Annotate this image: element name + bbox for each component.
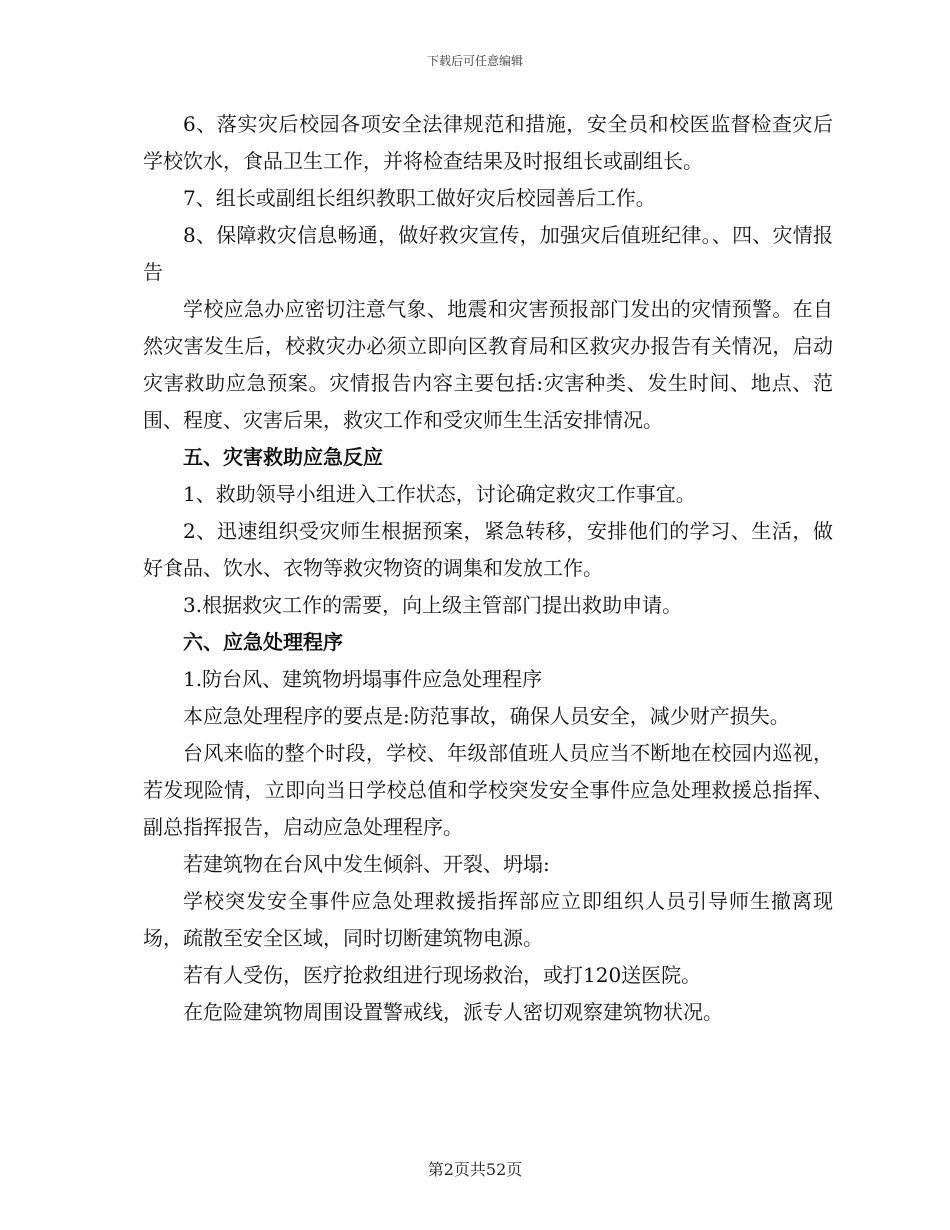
section-heading-5: 五、灾害救助应急反应 (183, 445, 383, 469)
paragraph-typhoon-patrol: 台风来临的整个时段，学校、年级部值班人员应当不断地在校园内巡视，若发现险情，立即向当日学校总值和学校突发安全事件应急处理救援总指挥、副总指挥报告，启动应急处理程序。 (143, 741, 833, 839)
paragraph-procedure-1: 1.防台风、建筑物坍塌事件应急处理程序 (183, 667, 543, 691)
paragraph-key-points: 本应急处理程序的要点是:防范事故，确保人员安全，减少财产损失。 (183, 704, 790, 728)
paragraph-7: 7、组长或副组长组织教职工做好灾后校园善后工作。 (183, 186, 656, 210)
page-number: 第2页共52页 (427, 1160, 523, 1179)
paragraph-injury: 若有人受伤，医疗抢救组进行现场救治，或打120送医院。 (183, 963, 702, 987)
paragraph-disaster-report: 学校应急办应密切注意气象、地震和灾害预报部门发出的灾情预警。在自然灾害发生后，校救灾办必须立即向区教育局和区救灾办报告有关情况，启动灾害救助应急预案。灾情报告内容主要包括:灾害种类、发生时间、地点、范围、程度、灾害后果，救灾工作和受灾师生生活安排情况。 (143, 297, 833, 432)
paragraph-response-2: 2、迅速组织受灾师生根据预案，紧急转移，安排他们的学习、生活，做好食品、饮水、衣物等救灾物资的调集和发放工作。 (143, 519, 833, 580)
document-body (143, 106, 833, 1031)
paragraph-response-3: 3.根据救灾工作的需要，向上级主管部门提出救助申请。 (183, 593, 683, 617)
paragraph-building-collapse: 若建筑物在台风中发生倾斜、开裂、坍塌: (183, 852, 550, 876)
section-heading-6: 六、应急处理程序 (183, 630, 343, 654)
paragraph-cordon: 在危险建筑物周围设置警戒线，派专人密切观察建筑物状况。 (183, 1000, 723, 1024)
paragraph-6: 6、落实灾后校园各项安全法律规范和措施，安全员和校医监督检查灾后学校饮水，食品卫生工作，并将检查结果及时报组长或副组长。 (143, 112, 833, 173)
header-note: 下载后可任意编辑 (426, 54, 523, 68)
paragraph-response-1: 1、救助领导小组进入工作状态，讨论确定救灾工作事宜。 (183, 482, 696, 506)
paragraph-evacuation: 学校突发安全事件应急处理救援指挥部应立即组织人员引导师生撤离现场，疏散至安全区域，同时切断建筑物电源。 (143, 889, 833, 950)
paragraph-8: 8、保障救灾信息畅通，做好救灾宣传，加强灾后值班纪律。、四、灾情报告 (143, 223, 833, 284)
